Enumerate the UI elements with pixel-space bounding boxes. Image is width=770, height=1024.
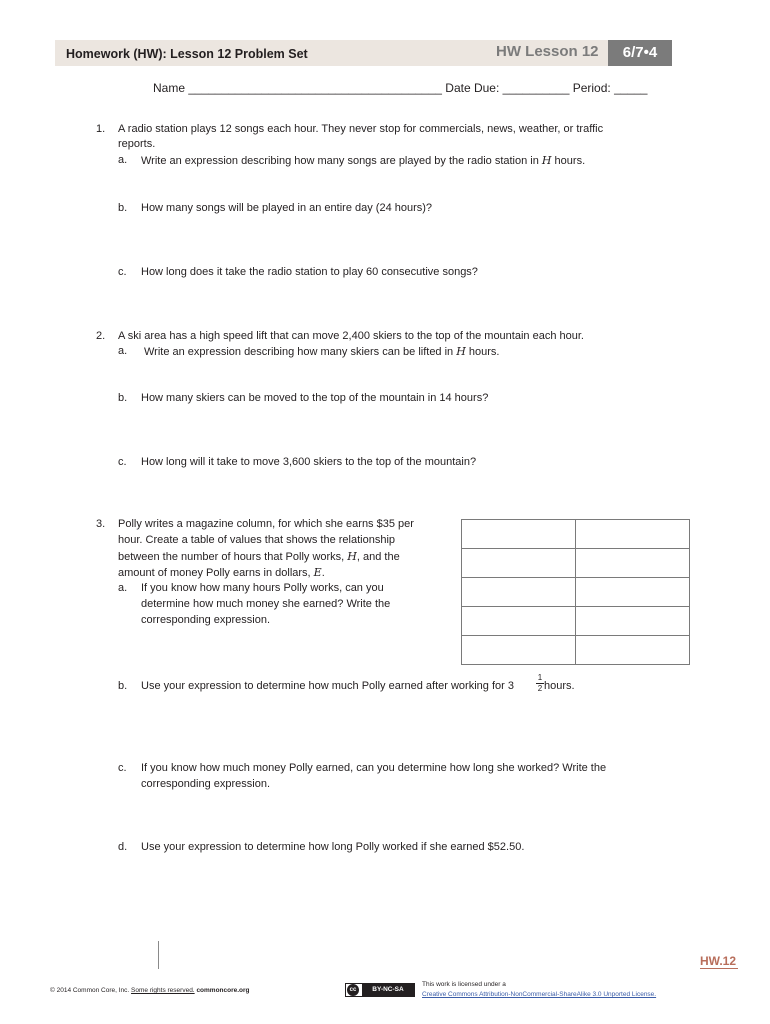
footer-divider: [158, 941, 159, 969]
problem-3b-text-post: hours.: [544, 680, 575, 692]
fraction-denominator: 2: [537, 684, 543, 693]
problem-3-number: 3.: [96, 518, 106, 530]
fraction-numerator: 1: [537, 673, 543, 682]
table-row: [462, 607, 690, 636]
problem-1-stem-line2: reports.: [118, 138, 156, 150]
problem-3-stem-line3: between the number of hours that Polly works, H, and the: [118, 550, 400, 563]
problem-2a-label: a.: [118, 345, 128, 357]
table-cell[interactable]: [462, 578, 576, 607]
problem-1-number: 1.: [96, 123, 106, 135]
fraction-one-half: [536, 674, 544, 693]
problem-3a-label: a.: [118, 582, 128, 594]
table-cell[interactable]: [576, 607, 690, 636]
problem-1a-text: Write an expression describing how many songs are played by the radio station in H hours.: [141, 154, 586, 167]
header-title: Homework (HW): Lesson 12 Problem Set: [66, 47, 308, 61]
variable-h: H: [347, 550, 357, 563]
problem-1-stem-line1: A radio station plays 12 songs each hour. They never stop for commercials, news, weather, or traffic: [118, 123, 604, 135]
table-row: [462, 578, 690, 607]
table-cell[interactable]: [462, 607, 576, 636]
problem-3a-line3: corresponding expression.: [141, 614, 271, 626]
problem-3-stem-line2: hour. Create a table of values that shows the relationship: [118, 534, 396, 546]
values-table: [461, 519, 690, 665]
table-cell[interactable]: [462, 549, 576, 578]
problem-3b-label: b.: [118, 680, 128, 692]
problem-3c-line1: If you know how much money Polly earned, can you determine how long she worked? Write the: [141, 762, 607, 774]
footer-page-code: HW.12: [700, 954, 737, 968]
footer-license-link[interactable]: Creative Commons Attribution-NonCommercial-ShareAlike 3.0 Unported License.: [422, 991, 657, 998]
rights-link[interactable]: Some rights reserved.: [131, 987, 195, 994]
table-row: [462, 549, 690, 578]
problem-3d-text: Use your expression to determine how long Polly worked if she earned $52.50.: [141, 841, 525, 853]
problem-3c-line2: corresponding expression.: [141, 778, 271, 790]
table-cell[interactable]: [462, 636, 576, 665]
cc-license-badge: [345, 983, 415, 997]
problem-3c-label: c.: [118, 762, 127, 774]
problem-2c-text: How long will it take to move 3,600 skiers to the top of the mountain?: [141, 456, 477, 468]
name-date-period-line: Name ______________________________________ Date Due: __________ Period: _____: [153, 81, 648, 95]
problem-2a-text: Write an expression describing how many skiers can be lifted in H hours.: [144, 345, 500, 358]
table-row: [462, 520, 690, 549]
problem-2-stem: A ski area has a high speed lift that can move 2,400 skiers to the top of the mountain each hour.: [118, 330, 584, 342]
footer-copyright: © 2014 Common Core, Inc. Some rights reserved. commoncore.org: [50, 987, 250, 994]
problem-2b-label: b.: [118, 392, 128, 404]
cc-badge-text: BY-NC-SA: [362, 984, 414, 996]
cc-icon: cc: [347, 984, 359, 996]
variable-h: H: [541, 154, 552, 167]
problem-3-stem-line1: Polly writes a magazine column, for which she earns $35 per: [118, 518, 414, 530]
footer-page-underline: [700, 968, 738, 969]
table-cell[interactable]: [576, 520, 690, 549]
problem-1b-label: b.: [118, 202, 128, 214]
variable-h: H: [456, 345, 466, 358]
problem-3a-line2: determine how much money she earned? Write the: [141, 598, 391, 610]
problem-2c-label: c.: [118, 456, 127, 468]
problem-2b-text: How many skiers can be moved to the top of the mountain in 14 hours?: [141, 392, 489, 404]
problem-3d-label: d.: [118, 841, 128, 853]
problem-1a-label: a.: [118, 154, 128, 166]
table-cell[interactable]: [576, 549, 690, 578]
problem-2-number: 2.: [96, 330, 106, 342]
variable-e: E: [313, 566, 322, 579]
table-cell[interactable]: [576, 636, 690, 665]
problem-1c-label: c.: [118, 266, 127, 278]
problem-3b-text-pre: Use your expression to determine how much Polly earned after working for 3: [141, 680, 514, 692]
table-cell[interactable]: [462, 520, 576, 549]
problem-1b-text: How many songs will be played in an entire day (24 hours)?: [141, 202, 433, 214]
header-lesson: HW Lesson 12: [496, 43, 599, 60]
table-row: [462, 636, 690, 665]
problem-3a-line1: If you know how many hours Polly works, can you: [141, 582, 384, 594]
site-link[interactable]: commoncore.org: [196, 987, 250, 994]
table-cell[interactable]: [576, 578, 690, 607]
footer-license-intro: This work is licensed under a: [422, 981, 506, 988]
problem-3-stem-line4: amount of money Polly earns in dollars, E.: [118, 566, 325, 579]
header-code: 6/7•4: [608, 40, 672, 66]
problem-1c-text: How long does it take the radio station to play 60 consecutive songs?: [141, 266, 478, 278]
